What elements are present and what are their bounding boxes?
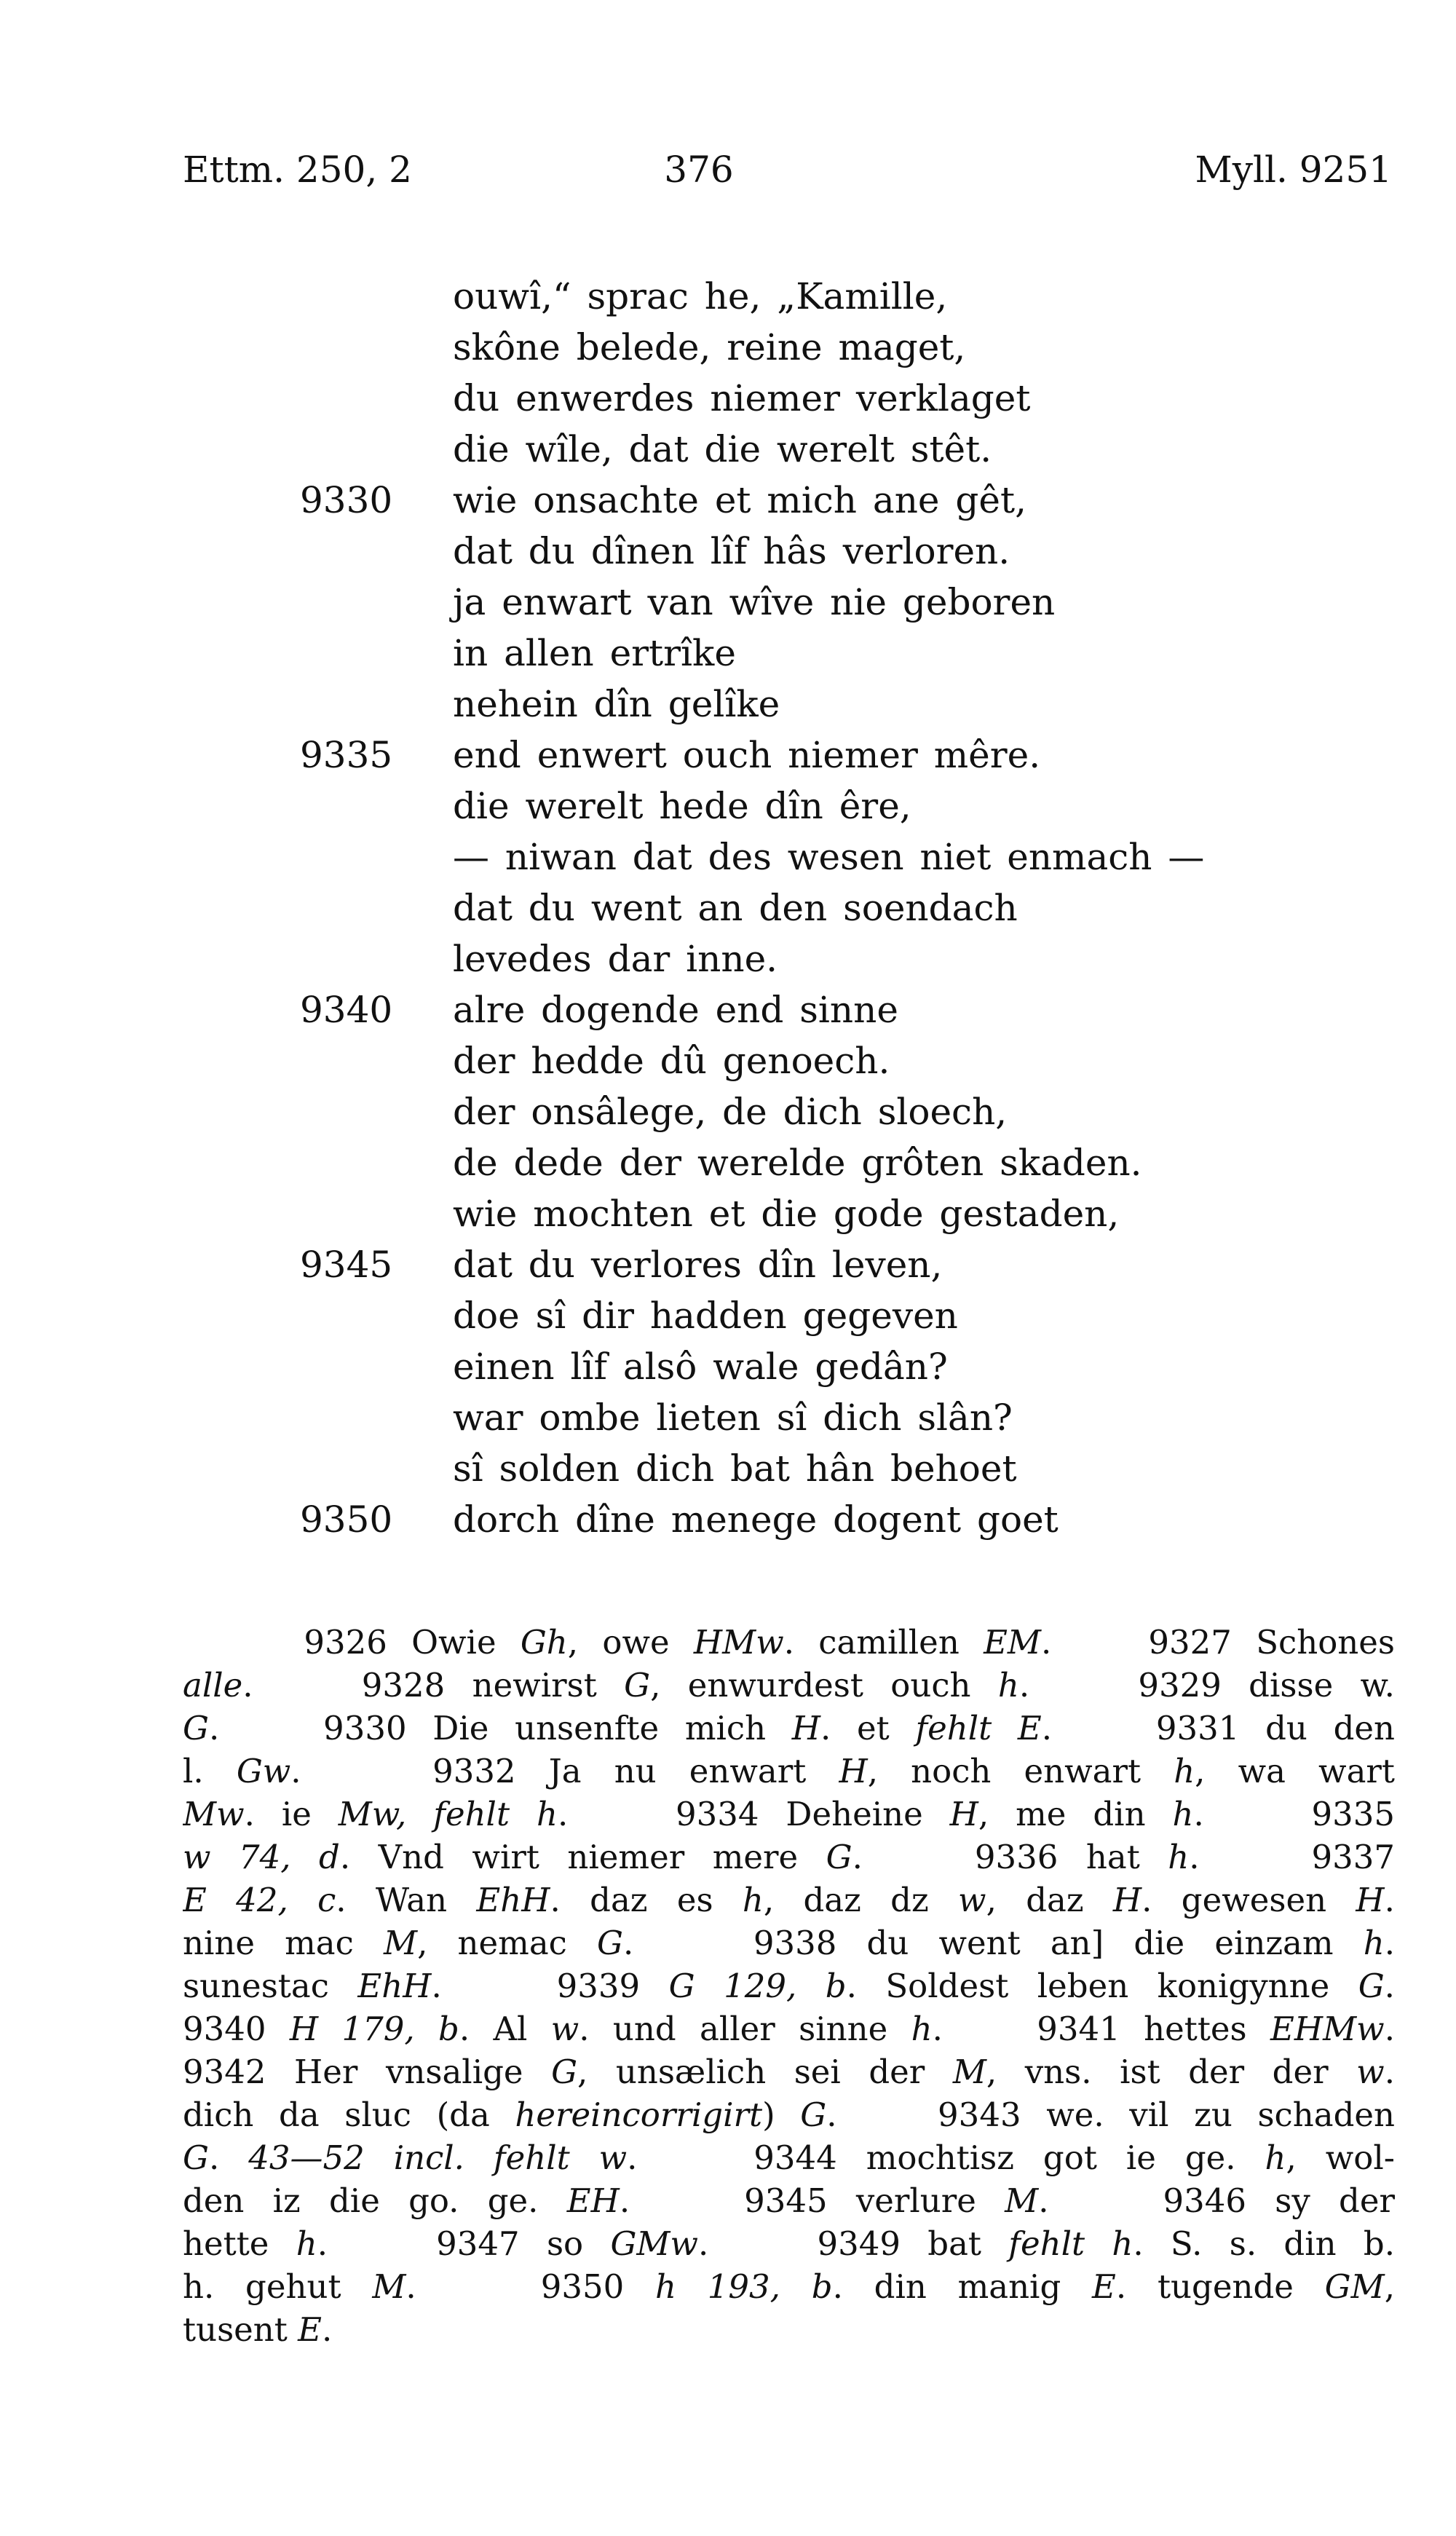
manuscript-siglum: Gh: [520, 1623, 568, 1662]
footnote-text: . gewesen: [1142, 1881, 1356, 1919]
footnote-text: nine mac: [183, 1924, 384, 1962]
footnote-line: [183, 1921, 1395, 1964]
verse-line: [0, 984, 1456, 1035]
footnote-text: , daz dz: [763, 1881, 959, 1919]
verse-number: 9350: [300, 1498, 393, 1541]
footnote-text: . Al: [459, 2010, 551, 2048]
footnote-line: [183, 2136, 1395, 2179]
manuscript-siglum: G: [183, 2138, 209, 2177]
verse-line: [0, 1494, 1456, 1545]
manuscript-siglum: G: [551, 2053, 578, 2091]
verse-line: [0, 933, 1456, 984]
manuscript-siglum: Gw: [236, 1752, 291, 1790]
footnote-line: [183, 1621, 1395, 1664]
footnote-text: . 9327 Schones: [1041, 1623, 1395, 1662]
footnote-text: . 9329 disse w.: [1018, 1666, 1395, 1705]
verse-line: [0, 1035, 1456, 1086]
footnote-text: sunestac: [183, 1967, 358, 2005]
verse-line: [0, 322, 1456, 373]
verse-text-line: wie onsachte et mich ane gêt,: [453, 479, 1026, 521]
manuscript-siglum: w: [550, 2010, 579, 2048]
footnote-text: , vns. ist der der: [986, 2053, 1357, 2091]
manuscript-siglum: w: [1356, 2053, 1385, 2091]
footnote-text: . 9343 we. vil zu schaden: [826, 2095, 1395, 2134]
manuscript-siglum: fehlt E: [915, 1709, 1042, 1747]
verse-text-line: einen lîf alsô wale gedân?: [453, 1346, 948, 1388]
manuscript-siglum: EHMw: [1270, 2010, 1385, 2048]
footnote-line: [183, 2050, 1395, 2093]
footnote-text: .: [208, 2138, 249, 2177]
footnote-text: . daz es: [550, 1881, 743, 1919]
verse-line: [0, 1392, 1456, 1443]
verse-text-line: skône belede, reine maget,: [453, 326, 966, 368]
manuscript-siglum: H: [791, 1709, 821, 1747]
footnote-text: . camillen: [783, 1623, 984, 1662]
verse-line: [0, 526, 1456, 577]
manuscript-siglum: G: [826, 1838, 852, 1876]
footnote-text: . 9332 Ja nu enwart: [290, 1752, 839, 1790]
footnote-text: . 9330 Die unsenfte mich: [208, 1709, 792, 1747]
footnote-line: [183, 1964, 1395, 2007]
footnote-text: h. gehut: [183, 2267, 373, 2306]
critical-apparatus: [183, 1621, 1395, 2351]
verse-line: [0, 475, 1456, 526]
footnote-text: .: [1384, 1924, 1395, 1962]
manuscript-siglum: w 74, d: [183, 1838, 340, 1876]
verse-text-line: der onsâlege, de dich sloech,: [453, 1091, 1008, 1133]
manuscript-siglum: H: [839, 1752, 868, 1790]
verse-line: [0, 628, 1456, 679]
manuscript-siglum: h: [1174, 1752, 1195, 1790]
footnote-text: , wa wart: [1195, 1752, 1395, 1790]
manuscript-siglum: h: [997, 1666, 1019, 1705]
footnote-text: 9326 Owie: [183, 1623, 521, 1662]
manuscript-siglum: M: [952, 2053, 986, 2091]
verse-line: [0, 1239, 1456, 1290]
verse-text-line: war ombe lieten sî dich slân?: [453, 1397, 1013, 1439]
manuscript-siglum: GM: [1324, 2267, 1385, 2306]
footnote-text: . Wan: [336, 1881, 477, 1919]
verse-text-line: ouwî,“ sprac he, „Kamille,: [453, 275, 948, 317]
footnote-text: . ie: [244, 1795, 339, 1833]
manuscript-siglum: Mw, fehlt h: [338, 1795, 558, 1833]
footnote-text: 9340: [183, 2010, 290, 2048]
verse-line: [0, 1188, 1456, 1239]
footnote-text: , unsælich sei der: [577, 2053, 953, 2091]
footnote-text: . tugende: [1115, 2267, 1325, 2306]
verse-text-line: nehein dîn gelîke: [453, 683, 780, 725]
footnote-text: . 9339: [431, 1967, 669, 2005]
footnote-text: , owe: [567, 1623, 694, 1662]
footnote-line: [183, 1793, 1395, 1836]
manuscript-siglum: E: [298, 2310, 323, 2349]
manuscript-siglum: fehlt h: [1008, 2224, 1133, 2263]
footnote-text: . 9344 mochtisz got ie ge.: [627, 2138, 1265, 2177]
manuscript-siglum: EH: [566, 2181, 620, 2220]
footnote-text: . 9349 bat: [698, 2224, 1009, 2263]
footnote-text: 9342 Her vnsalige: [183, 2053, 552, 2091]
footnote-text: . 9345 verlure: [619, 2181, 1005, 2220]
manuscript-siglum: M: [384, 1924, 418, 1962]
manuscript-siglum: h: [1265, 2138, 1286, 2177]
verse-text-line: levedes dar inne.: [453, 938, 778, 980]
verse-number: 9335: [300, 734, 393, 776]
verse-text: [0, 271, 1456, 1545]
manuscript-siglum: H: [1356, 1881, 1385, 1919]
verse-line: [0, 271, 1456, 322]
manuscript-siglum: H: [1112, 1881, 1142, 1919]
footnote-text: . et: [820, 1709, 916, 1747]
manuscript-siglum: h 193, b: [655, 2267, 833, 2306]
footnote-text: , nemac: [417, 1924, 597, 1962]
manuscript-siglum: EhH: [476, 1881, 550, 1919]
manuscript-siglum: h: [1172, 1795, 1194, 1833]
verse-line: [0, 1290, 1456, 1341]
verse-text-line: ja enwart van wîve nie geboren: [453, 581, 1056, 623]
manuscript-siglum: h: [911, 2010, 933, 2048]
verse-text-line: sî solden dich bat hân behoet: [453, 1447, 1017, 1490]
footnote-line: [183, 2222, 1395, 2265]
manuscript-siglum: HMw: [693, 1623, 784, 1662]
verse-line: [0, 577, 1456, 628]
footnote-text: , daz: [986, 1881, 1113, 1919]
verse-text-line: die werelt hede dîn êre,: [453, 785, 911, 827]
verse-line: [0, 730, 1456, 781]
footnote-line: [183, 2179, 1395, 2222]
manuscript-siglum: h: [1168, 1838, 1190, 1876]
manuscript-siglum: G 129, b: [668, 1967, 847, 2005]
footnote-text: tusent: [183, 2310, 298, 2349]
manuscript-siglum: EhH: [357, 1967, 432, 2005]
manuscript-siglum: E 42, c: [183, 1881, 336, 1919]
footnote-text: . 9335: [1193, 1795, 1395, 1833]
verse-line: [0, 882, 1456, 933]
verse-line: [0, 1086, 1456, 1137]
footnote-text: den iz die go. ge.: [183, 2181, 567, 2220]
footnote-line: [183, 1750, 1395, 1793]
manuscript-siglum: G: [183, 1709, 209, 1747]
verse-number: 9330: [300, 479, 393, 521]
footnote-text: .: [322, 2310, 333, 2349]
manuscript-siglum: h: [742, 1881, 764, 1919]
footnote-text: l.: [183, 1752, 237, 1790]
footnote-text: . 9338 du went an] die einzam: [622, 1924, 1364, 1962]
verse-line: [0, 831, 1456, 882]
footnote-text: . Soldest leben konigynne: [846, 1967, 1358, 2005]
running-header-left: Ettm. 250, 2: [183, 149, 412, 191]
page-number: 376: [664, 149, 734, 191]
manuscript-siglum: EM: [984, 1623, 1042, 1662]
verse-number: 9340: [300, 989, 393, 1031]
footnote-text: . 9328 newirst: [242, 1666, 625, 1705]
footnote-line: [183, 1664, 1395, 1707]
running-header-right: Myll. 9251: [1195, 149, 1392, 191]
verse-text-line: alre dogende end sinne: [453, 989, 898, 1031]
manuscript-siglum: G: [597, 1924, 623, 1962]
footnote-line: [183, 2265, 1395, 2308]
verse-text-line: die wîle, dat die werelt stêt.: [453, 428, 992, 470]
manuscript-siglum: GMw: [610, 2224, 698, 2263]
manuscript-siglum: M: [1005, 2181, 1039, 2220]
manuscript-siglum: G: [800, 2095, 827, 2134]
footnote-text: .: [1384, 2010, 1395, 2048]
footnote-text: , enwurdest ouch: [650, 1666, 998, 1705]
footnote-line: [183, 1707, 1395, 1750]
manuscript-siglum: M: [372, 2267, 406, 2306]
verse-line: [0, 679, 1456, 730]
verse-text-line: — niwan dat des wesen niet enmach —: [453, 836, 1205, 878]
footnote-text: , noch enwart: [867, 1752, 1174, 1790]
footnote-text: . 9331 du den: [1041, 1709, 1395, 1747]
manuscript-siglum: H: [949, 1795, 978, 1833]
verse-text-line: wie mochten et die gode gestaden,: [453, 1193, 1120, 1235]
verse-line: [0, 781, 1456, 831]
footnote-text: . 9350: [405, 2267, 656, 2306]
manuscript-siglum: h: [1363, 1924, 1385, 1962]
footnote-line: [183, 1879, 1395, 1921]
verse-text-line: in allen ertrîke: [453, 632, 736, 674]
footnote-text: . din manig: [832, 2267, 1093, 2306]
footnote-text: . Vnd wirt niemer mere: [339, 1838, 826, 1876]
footnote-text: dich da sluc (da: [183, 2095, 515, 2134]
footnote-line: [183, 2308, 1395, 2351]
footnote-text: , wol-: [1286, 2138, 1395, 2177]
footnote-text: . und aller sinne: [579, 2010, 911, 2048]
verse-text-line: doe sî dir hadden gegeven: [453, 1295, 958, 1337]
manuscript-siglum: G: [624, 1666, 651, 1705]
footnote-text: ,: [1384, 2267, 1395, 2306]
footnote-text: . 9337: [1189, 1838, 1395, 1876]
footnote-text: .: [1384, 1881, 1395, 1919]
verse-text-line: der hedde dû genoech.: [453, 1040, 890, 1082]
verse-line: [0, 1443, 1456, 1494]
footnote-text: , me din: [978, 1795, 1173, 1833]
footnote-text: . 9341 hettes: [932, 2010, 1270, 2048]
manuscript-siglum: E: [1092, 2267, 1116, 2306]
verse-text-line: du enwerdes niemer verklaget: [453, 377, 1031, 419]
manuscript-siglum: w: [958, 1881, 986, 1919]
manuscript-siglum: G: [1358, 1967, 1385, 2005]
footnote-text: hette: [183, 2224, 296, 2263]
manuscript-siglum: hereincorrigirt: [515, 2095, 763, 2134]
verse-text-line: dorch dîne menege dogent goet: [453, 1498, 1059, 1541]
manuscript-siglum: alle: [183, 1666, 243, 1705]
footnote-text: .: [1384, 1967, 1395, 2005]
footnote-line: [183, 1836, 1395, 1879]
manuscript-siglum: Mw: [183, 1795, 245, 1833]
footnote-text: ): [762, 2095, 801, 2134]
verse-text-line: de dede der werelde grôten skaden.: [453, 1142, 1142, 1184]
verse-line: [0, 373, 1456, 424]
verse-text-line: end enwert ouch niemer mêre.: [453, 734, 1041, 776]
footnote-text: . 9346 sy der: [1038, 2181, 1395, 2220]
footnote-text: . 9347 so: [317, 2224, 611, 2263]
verse-text-line: dat du verlores dîn leven,: [453, 1244, 943, 1286]
footnote-text: . 9336 hat: [852, 1838, 1168, 1876]
manuscript-siglum: H 179, b: [289, 2010, 459, 2048]
verse-line: [0, 1137, 1456, 1188]
footnote-text: .: [1384, 2053, 1395, 2091]
footnote-line: [183, 2007, 1395, 2050]
verse-line: [0, 424, 1456, 475]
footnote-text: . S. s. din b.: [1133, 2224, 1395, 2263]
footnote-line: [183, 2093, 1395, 2136]
manuscript-siglum: h: [296, 2224, 317, 2263]
footnote-text: . 9334 Deheine: [557, 1795, 950, 1833]
verse-text-line: dat du went an den soendach: [453, 887, 1018, 929]
verse-line: [0, 1341, 1456, 1392]
manuscript-siglum: 43—52 incl. fehlt w: [248, 2138, 628, 2177]
verse-number: 9345: [300, 1244, 393, 1286]
verse-text-line: dat du dînen lîf hâs verloren.: [453, 530, 1010, 572]
